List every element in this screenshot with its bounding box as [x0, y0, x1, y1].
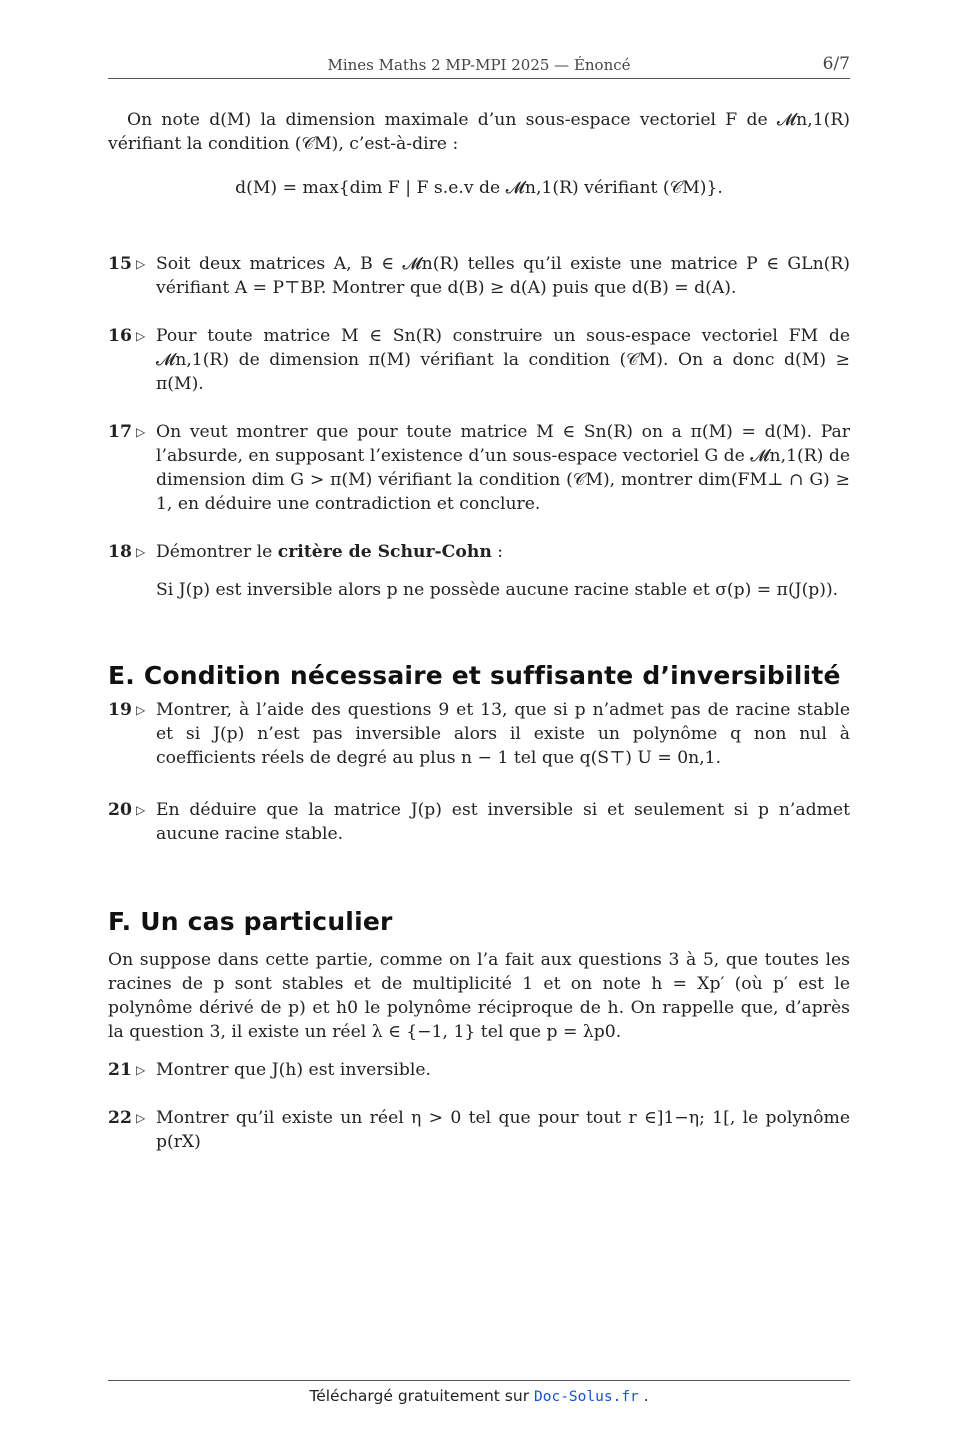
section-f-intro: On suppose dans cette partie, comme on l’a fait aux questions 3 à 5, que toutes les racines de p sont stables et de multiplicité 1 et on note h = Xp′ (où p′ est le polynôme dérivé de p) et h0 le polynôme réciproque de h. On rappelle que, d’après la question 3, il existe un réel λ ∈ {−1, 1} tel que p = λp0.: [108, 950, 850, 1042]
footer-rule: [108, 1380, 850, 1381]
display-equation: d(M) = max{dim F | F s.e.v de 𝓜n,1(R) vérifiant (𝒞M)}.: [235, 178, 723, 198]
triangle-marker-icon: ▷: [136, 545, 146, 559]
section-f-title: F. Un cas particulier: [108, 907, 393, 936]
footer-end: .: [638, 1387, 649, 1405]
header-title: Mines Maths 2 MP-MPI 2025 — Énoncé: [327, 56, 631, 74]
question-20: [108, 798, 850, 846]
triangle-marker-icon: ▷: [136, 425, 146, 439]
question-19: [108, 698, 850, 770]
question-22: [108, 1106, 850, 1154]
page-body: [108, 108, 850, 1154]
question-15: [108, 252, 850, 300]
question-text: Soit deux matrices A, B ∈ 𝓜n(R) telles qu’il existe une matrice P ∈ GLn(R) vérifiant A = P⊤BP. Montrer que d(B) ≥ d(A) puis que d(B) = d(A).: [156, 254, 850, 298]
question-number: 16: [108, 326, 132, 346]
question-text: Montrer, à l’aide des questions 9 et 13, que si p n’admet pas de racine stable et si J(p) n’est pas inversible alors il existe un polynôme q non nul à coefficients réels de degré au plus n − 1 tel que q(S⊤) U = 0n,1.: [156, 700, 850, 768]
question-number: 18: [108, 542, 132, 562]
section-e-title: E. Condition nécessaire et suffisante d’inversibilité: [108, 661, 841, 690]
triangle-marker-icon: ▷: [136, 1111, 146, 1125]
question-17: [108, 420, 850, 516]
question-text: Montrer que J(h) est inversible.: [156, 1060, 432, 1080]
question-number: 22: [108, 1108, 132, 1128]
question-text: Montrer qu’il existe un réel η > 0 tel que pour tout r ∈]1−η; 1[, le polynôme p(rX): [156, 1108, 850, 1152]
footer-text: Téléchargé gratuitement sur: [309, 1387, 535, 1405]
question-number: 20: [108, 800, 132, 820]
intro-paragraph: On note d(M) la dimension maximale d’un sous-espace vectoriel F de 𝓜n,1(R) vérifiant la condition (𝒞M), c’est-à-dire :: [108, 110, 850, 154]
question-text: En déduire que la matrice J(p) est inversible si et seulement si p n’admet aucune racine stable.: [156, 800, 850, 844]
question-number: 21: [108, 1060, 132, 1080]
page-header: [108, 54, 850, 79]
triangle-marker-icon: ▷: [136, 803, 146, 817]
question-number: 15: [108, 254, 132, 274]
question-bold-term: critère de Schur-Cohn: [277, 542, 492, 562]
triangle-marker-icon: ▷: [136, 703, 146, 717]
question-21: [108, 1058, 850, 1082]
question-18: [108, 540, 850, 564]
question-text: On veut montrer que pour toute matrice M ∈ Sn(R) on a π(M) = d(M). Par l’absurde, en supposant l’existence d’un sous-espace vectoriel G de 𝓜n,1(R) de dimension dim G > π(M) vérifiant la condition (𝒞M), montrer dim(FM⊥ ∩ G) ≥ 1, en déduire une contradiction et conclure.: [156, 422, 851, 514]
question-text: Pour toute matrice M ∈ Sn(R) construire un sous-espace vectoriel FM de 𝓜n,1(R) de dimension π(M) vérifiant la condition (𝒞M). On a donc d(M) ≥ π(M).: [156, 326, 850, 394]
question-number: 17: [108, 422, 132, 442]
question-text: Démontrer le: [156, 542, 278, 562]
question-text-end: :: [491, 542, 504, 562]
triangle-marker-icon: ▷: [136, 257, 146, 271]
triangle-marker-icon: ▷: [136, 329, 146, 343]
question-number: 19: [108, 700, 132, 720]
triangle-marker-icon: ▷: [136, 1063, 146, 1077]
page-number: 6/7: [822, 54, 850, 74]
page-footer: [108, 1387, 850, 1405]
doc-solus-link[interactable]: Doc-Solus.fr: [534, 1389, 639, 1405]
question-16: [108, 324, 850, 396]
question-18-statement: Si J(p) est inversible alors p ne possède aucune racine stable et σ(p) = π(J(p)).: [156, 580, 839, 600]
document-page: [108, 0, 850, 1441]
